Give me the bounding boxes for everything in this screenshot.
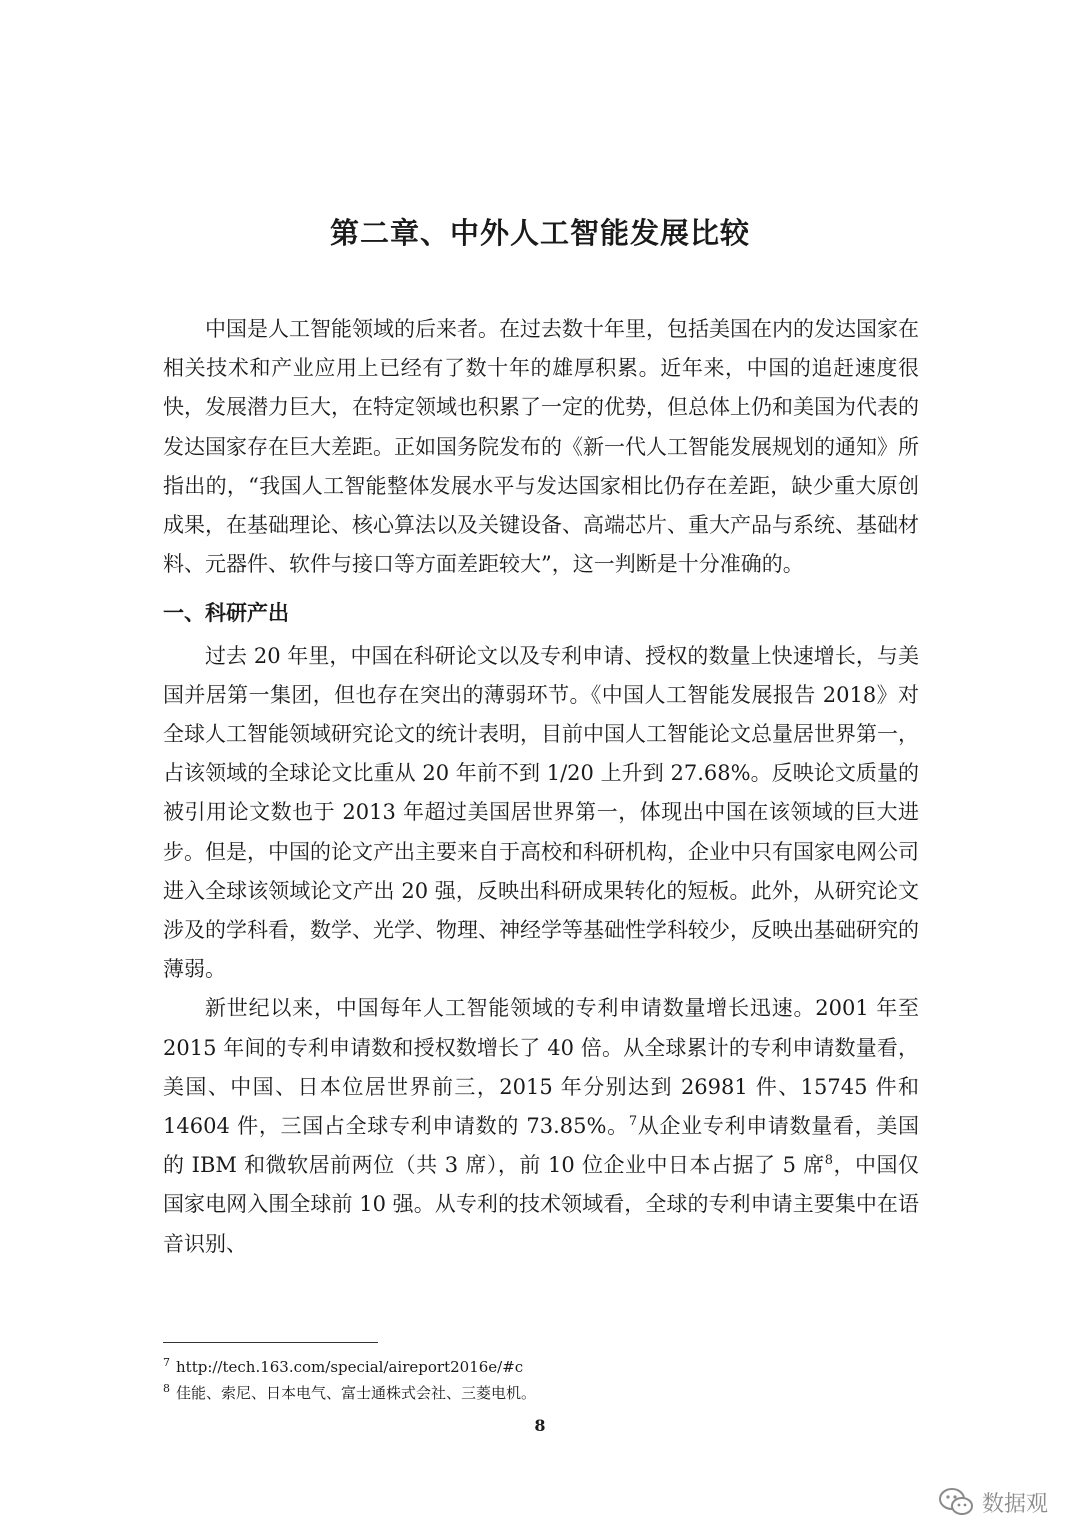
patent-text-part3: ，中国仅国家电网入围全球前 10 强。从专利的技术领域看，全球的专利申请主要集中在语音识别、 xyxy=(163,1153,919,1256)
footnote-text: 佳能、索尼、日本电气、富士通株式会社、三菱电机。 xyxy=(176,1384,537,1402)
wechat-icon xyxy=(938,1487,974,1517)
page-number: 8 xyxy=(534,1416,546,1435)
footnote-ref-8[interactable]: 8 xyxy=(824,1153,833,1169)
intro-paragraph: 中国是人工智能领域的后来者。在过去数十年里，包括美国在内的发达国家在相关技术和产业应用上已经有了数十年的雄厚积累。近年来，中国的追赶速度很快，发展潜力巨大，在特定领域也积累了一定的优势，但总体上仍和美国为代表的发达国家存在巨大差距。正如国务院发布的《新一代人工智能发展规划的通知》所指出的，“我国人工智能整体发展水平与发达国家相比仍存在差距，缺少重大原创成果，在基础理论、核心算法以及关键设备、高端芯片、重大产品与系统、基础材料、元器件、软件与接口等方面差距较大”，这一判断是十分准确的。 xyxy=(163,317,919,577)
footnote-number: 8 xyxy=(163,1382,170,1395)
footnote-link[interactable]: http://tech.163.com/special/aireport2016e/#c xyxy=(176,1358,524,1376)
footnote-ref-7[interactable]: 7 xyxy=(628,1114,638,1130)
footnote-8 xyxy=(163,1378,919,1404)
watermark xyxy=(938,1482,1048,1522)
research-paragraph: 过去 20 年里，中国在科研论文以及专利申请、授权的数量上快速增长，与美国并居第一集团，但也存在突出的薄弱环节。《中国人工智能发展报告 2018》对全球人工智能领域研究论文的统计表明，目前中国人工智能论文总量居世界第一，占该领域的全球论文比重从 20 年前不到 1/20 上升到 27.68%。反映论文质量的被引用论文数也于 2013 年超过美国居世界第一，体现出中国在该领域的巨大进步。但是，中国的论文产出主要来自于高校和科研机构，企业中只有国家电网公司进入全球该领域论文产出 20 强，反映出科研成果转化的短板。此外，从研究论文涉及的学科看，数学、光学、物理、神经学等基础性学科较少，反映出基础研究的薄弱。 xyxy=(163,643,919,982)
footnote-7 xyxy=(163,1352,919,1378)
watermark-text: 数据观 xyxy=(981,1491,1048,1517)
body-text xyxy=(163,310,919,1264)
patent-text-part2: 从企业专利申请数量看，美国的 IBM 和微软居前两位（共 3 席），前 10 位企业中日本占据了 5 席 xyxy=(163,1114,920,1178)
footnotes xyxy=(163,1352,919,1404)
patent-text-part1: 新世纪以来，中国每年人工智能领域的专利申请数量增长迅速。2001 年至 2015 年间的专利申请数和授权数增长了 40 倍。从全球累计的专利申请数量看，美国、中国、日本位居世界前三，2015 年分别达到 26981 件、15745 件和 14604 件，三国占全球专利申请数的 73.85%。 xyxy=(163,996,919,1139)
footnote-number: 7 xyxy=(163,1356,170,1369)
footnote-divider xyxy=(163,1342,378,1343)
patent-paragraph xyxy=(163,989,919,1263)
chapter-title: 第二章、中外人工智能发展比较 xyxy=(329,216,750,251)
section-heading: 一、科研产出 xyxy=(163,600,289,626)
